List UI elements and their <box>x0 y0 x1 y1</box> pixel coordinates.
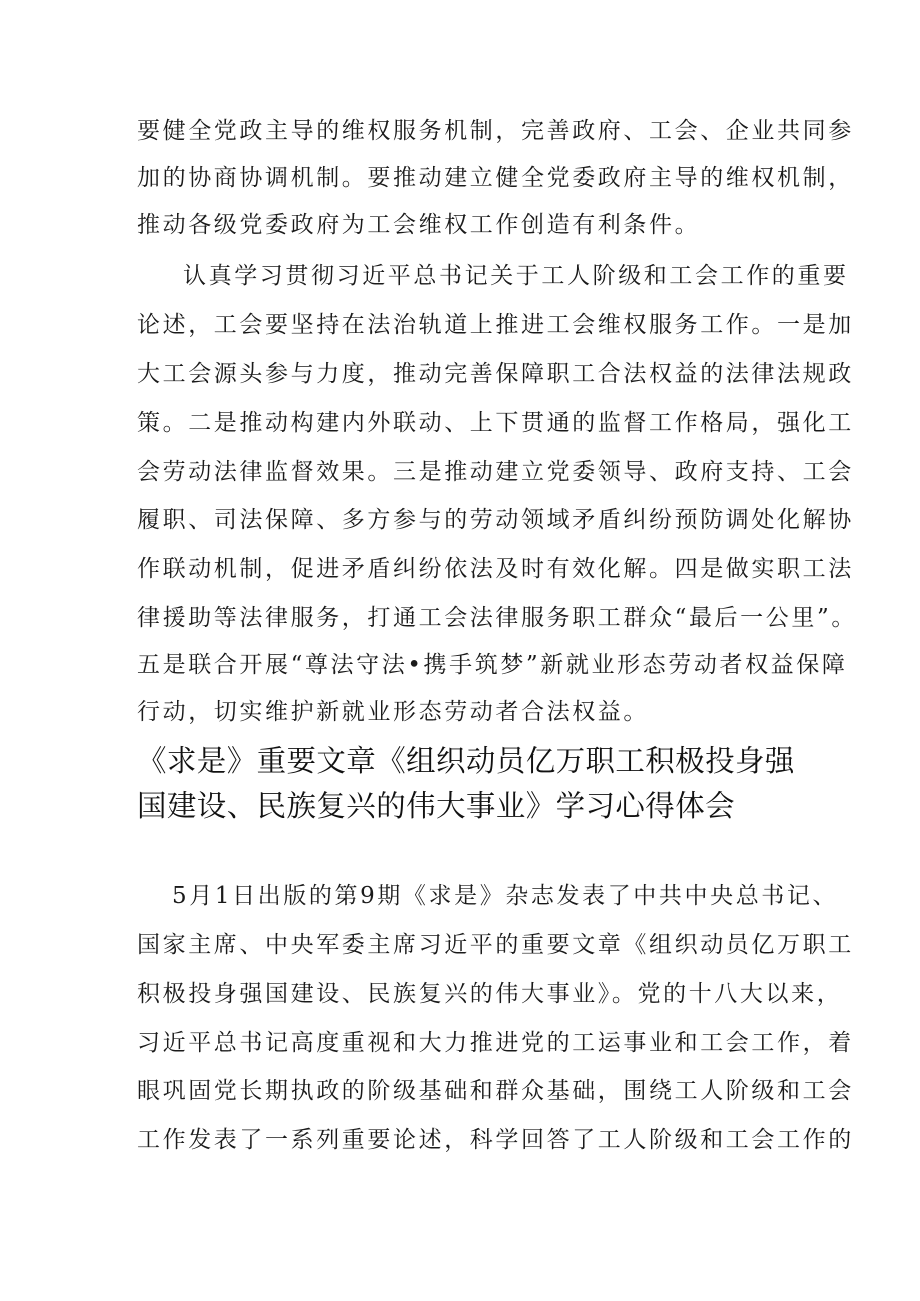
text-line: 工作发表了一系列重要论述，科学回答了工人阶级和工会工作的 <box>137 1127 854 1153</box>
text-line: 认真学习贯彻习近平总书记关于工人阶级和工会工作的重要 <box>183 263 849 289</box>
text-line: 履职、司法保障、多方参与的劳动领域矛盾纠纷预防调处化解协 <box>137 507 854 533</box>
title-line: 《求是》重要文章《组织动员亿万职工积极投身强 <box>137 744 795 778</box>
text-line: 5月1日出版的第9期《求是》杂志发表了中共中央总书记、 <box>172 883 839 909</box>
text-line: 大工会源头参与力度，推动完善保障职工合法权益的法律法规政 <box>137 361 854 387</box>
text-line: 要健全党政主导的维权服务机制，完善政府、工会、企业共同参 <box>137 118 854 144</box>
text-line: 习近平总书记高度重视和大力推进党的工运事业和工会工作，着 <box>137 1030 854 1056</box>
text-line: 眼巩固党长期执政的阶级基础和群众基础，围绕工人阶级和工会 <box>137 1078 854 1104</box>
text-line: 作联动机制，促进矛盾纠纷依法及时有效化解。四是做实职工法 <box>137 556 854 582</box>
text-line: 国家主席、中央军委主席习近平的重要文章《组织动员亿万职工 <box>137 932 854 958</box>
text-line: 积极投身强国建设、民族复兴的伟大事业》。党的十八大以来， <box>137 981 843 1007</box>
title-line: 国建设、民族复兴的伟大事业》学习心得体会 <box>137 789 736 823</box>
text-line: 五是联合开展“尊法守法•携手筑梦”新就业形态劳动者权益保障 <box>137 652 848 678</box>
text-line: 行动，切实维护新就业形态劳动者合法权益。 <box>137 699 649 725</box>
text-line: 策。二是推动构建内外联动、上下贯通的监督工作格局，强化工 <box>137 410 854 436</box>
text-line: 加的协商协调机制。要推动建立健全党委政府主导的维权机制， <box>137 165 854 191</box>
text-line: 会劳动法律监督效果。三是推动建立党委领导、政府支持、工会 <box>137 459 854 485</box>
text-line: 推动各级党委政府为工会维权工作创造有利条件。 <box>137 212 701 238</box>
text-line: 律援助等法律服务，打通工会法律服务职工群众“最后一公里”。 <box>137 605 857 631</box>
text-line: 论述，工会要坚持在法治轨道上推进工会维权服务工作。一是加 <box>137 312 854 338</box>
